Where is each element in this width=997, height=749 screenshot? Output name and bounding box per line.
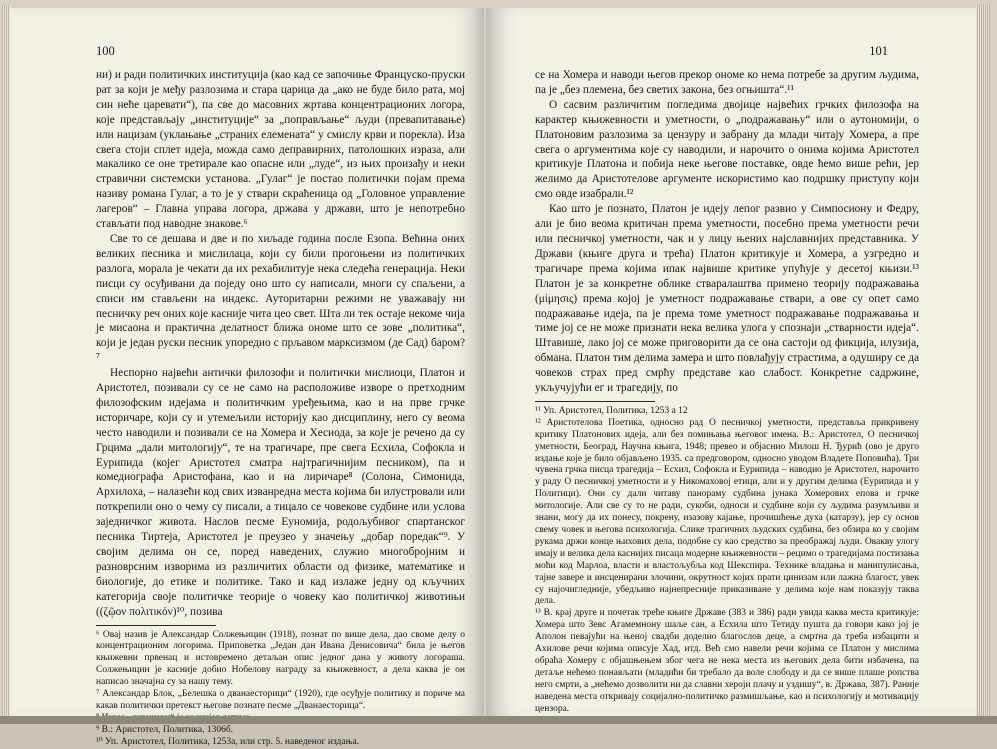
footnote-rule <box>535 401 655 402</box>
page-stack-left-edge <box>2 6 10 718</box>
footnote: ⁶ Овај назив је Александар Солжењицин (1918), познат по више дела, дао своме делу о концентрационим логорима. Приповетка „Један дан Ивана Денисовича“ била је његов књижевни првенац и истовремено детаљан опис једног дана у животу логораша. Солжењицин је касније добио Нобелову награду за књижевност, а дела каква је он написао значајна су за нашу тему. <box>96 629 465 688</box>
footnote: ¹¹ Уп. Аристотел, Политика, 1253 а 12 <box>535 405 688 416</box>
left-page <box>10 8 484 747</box>
page-number-right: 101 <box>869 44 888 58</box>
scan-bottom-border <box>0 716 997 724</box>
footnote-rule <box>96 625 216 626</box>
footnote: ¹³ В. крај друге и почетак треће књиге Државе (383 и 386) ради увида каква места критикује: Хомера што Зевс Агамемнону шаље сан, а Есхила што Тетиду пушта да говори како јој је Аполон певајући на њеној свадби доделио благослов деце, а смртна да треба избацити и Ахилове речи којима описује Хад, итд. Већ смо навели речи којима се Платон у мислима обраћа Хомеру с објашњењем због чега не нека места из његових дела бити избачена, па детаље нећемо понављати (младићи би требало да воле слободу и да се више плаше ропства него смрти, а „нећемо дозволити ни да славни хероји плачу и уздишу“, в. Држава, 387). Раније наведена места откривају социјално-политичко размишљање, као и психологију и мотивацију цензора. <box>535 608 919 714</box>
page-number-left: 100 <box>96 44 115 58</box>
footnote: ¹⁰ Уп. Аристотел, Политика, 1253а, или стр. 5. наведеног издања. <box>96 736 360 747</box>
footnote: ⁹ В.: Аристотел, Политика, 1306б. <box>96 724 234 735</box>
paragraph: Све то се дешава и две и по хиљаде година после Езопа. Већина оних великих песника и мислилаца, који су били прогоњени из политичких разлога, морала је чекати да их рехабилитује нека следећа генерација. Неки писци су осуђивани да поједу оно што су написали, многи су спаљени, а списи им стављени на индекс. Ауторитарни режими не уважавају ни песничку реч оних које касније чита цео свет. Шта ли тек остаје некоме чија је мисаона и практична делатност ближа ономе што се зове „политика“, који је један руски песник упоредио с прљавом марксизмом (де Сад) баром?⁷ <box>96 232 465 365</box>
paragraph: Неспорно највећи антички филозофи и политички мислиоци, Платон и Аристотел, позивали су се не само на расположиве изворе о претходним филозофским идејама и политичким уређењима, као и на прве грчке историчаре, који су и утемељили историју као дисциплину, него су веома често наводили и позивали се на Хомера и Хесиода, за које је речено да су Грцима „дали митологију“, те на трагичаре, пре свега Есхила, Софокла и Еурипида (којег Аристотел сматра најтрагичнијим песником), па и комедиографа Аристофана, као и на лиричаре⁸ (Солона, Симонида, Архилоха, – налазећи код свих изванредна места којима би илустровали или поткрепили оно о чему су писали, а тицало се човекове судбине или услова заједничког живота. Наслов песме Еуномија, родољубивог спартанског песника Тиртеја, Аристотел је преузео у значењу „добар поредак“⁹. У својим делима он се, поред наведених, служио многобројним и разноврсним изворима из различитих области од физике, математике и биологије, до етике и политике. Тако и кад излаже једну од кључних категорија своје политичке теорије о човеку као политичкој животињи ((ζῷον πολιτικόν)¹⁰, позива <box>96 367 465 618</box>
right-page-body <box>535 68 919 716</box>
paragraph: О сасвим различитим погледима двојице највећих грчких филозофа на карактер књижевности и уметности, о „подражавању“ или о аутономији, о Платоновим разлозима за цензуру и забрану да млади читају Хомера, а пре свега о аргументима које су наводили, и нарочито о онима којима Аристотел критикује Платона и побија неке његове поставке, овде ћемо више рећи, јер желимо да Аристотелове аргументе искористимо као подршку приступу који смо овде изабрали.¹² <box>535 98 919 201</box>
footnote: ¹² Аристотелова Поетика, односно рад О песничкој уметности, представља прикривену критику Платонових идеја, али без помињања његовог имена. В.: Аристотел, О песничкој уметности, Београд, Научна књига, 1948; превео и објаснио Милош Н. Ђурић (ово је друго издање које је било објављено 1935. са предговором, односно уводом Владете Поповића). Три чувена грчка писца трагедија – Есхил, Софокла и Еурипида – наводио је Аристотел, нарочито у раду О песничкој уметности и у Никомаховој етици, али и у другим делима (Еурипида и у Политици). Они су дали читаву панораму судбина јунака Хомерових епова и грчке митологије. Али све су то не ради, сукоби, односи и судбине који су људима разумљиви и знани, могу да их понесу, покрену, изазову кајање, прочишћење духа (катарзу), јер су основ свему човек и његова психологија. Слике трагичних људских судбина, без обзира ко у својим рукама држи конце њихових дела, подобне су као средство за преображај људи. Овакву улогу имају и велика дела каснијих писаца модерне књижевности – рецимо о трагедијама постизања моћи код Марлоа, власти и властољубља код Шекспира. Технике владања и манипулисања, тајне завере и инсценирани злочини, окрутност којих прати цинизам или лажна благост, увек су најочигледније, убедљиво најнепресније приказиване у делима које нам показују таква дела. <box>535 417 919 607</box>
right-page <box>486 8 976 716</box>
footnote: ⁷ Александар Блок, „Белешка о дванаесторици“ (1920), где осуђује политику и поричe ма какав политички претекст његове познате песме „Дванаесторица“. <box>96 689 465 711</box>
page-stack-right-edge <box>976 4 990 720</box>
paragraph: ни) и ради политичких институција (као кад се започиње Француско-пруски рат за који је међу разлозима и стара царица да „ако не буде било рата, мој син неће царевати“), па све до масовних жртава концентрационих логора, које представљају „институције“ за „поправљање“ људи (превапитавање) или нацизам (уклањање „страних елемената“ у смислу крви и порекла). Иза свега стоји сплет идеја, можда само деправирних, патолошких израза, али макалико се оне третирале као опасне или „луде“, из њих произађу и неки стравични системски установа. „Гулаг“ је постао политички појам према називу романа Гулаг, а то је у ствари скраћеница од „Головное управление лагеров“ – Главна управа логора, држава у држави, што је непотребно стављати под наводне знакове.⁶ <box>96 69 465 231</box>
paragraph: Као што је познато, Платон је идеју лепог развио у Симпосиону и Федру, али је био веома критичан према уметности, посебно према уметности речи или песничкој уметности, чак и у лицу њених најславнијих представника. У Држави (књиге друга и трећа) Платон критикује и Хомера, а узгредно и трагичаре према којима ипак највише критике упућује у десетој књизи.¹³ Платон је за конкретне облике стваралаштва примено теорију подражавања (μίμησις) према којој је уметност подражавање ствари, а ове су опет само подражавање идеја, па је према томе уметност подражавање подражавања и тиме јој се не може признати нека велика улога у спознаји „стварности идеја“. Штавише, лако јој се може приговорити да се она састоји од фикција, илузија, обмана. Платон тим делима замера и што повлађују страстима, а одуширу се да човеков страх пред смрћу представе као слабост. Конкретне садржине, укључујући ег и трагедију, по <box>535 203 919 395</box>
left-page-body <box>96 68 465 749</box>
paragraph: се на Хомера и наводи његов прекор ономе ко нема потребе за другим људима, па је „без племена, без светих закона, без огњишта“.¹¹ <box>535 69 919 96</box>
